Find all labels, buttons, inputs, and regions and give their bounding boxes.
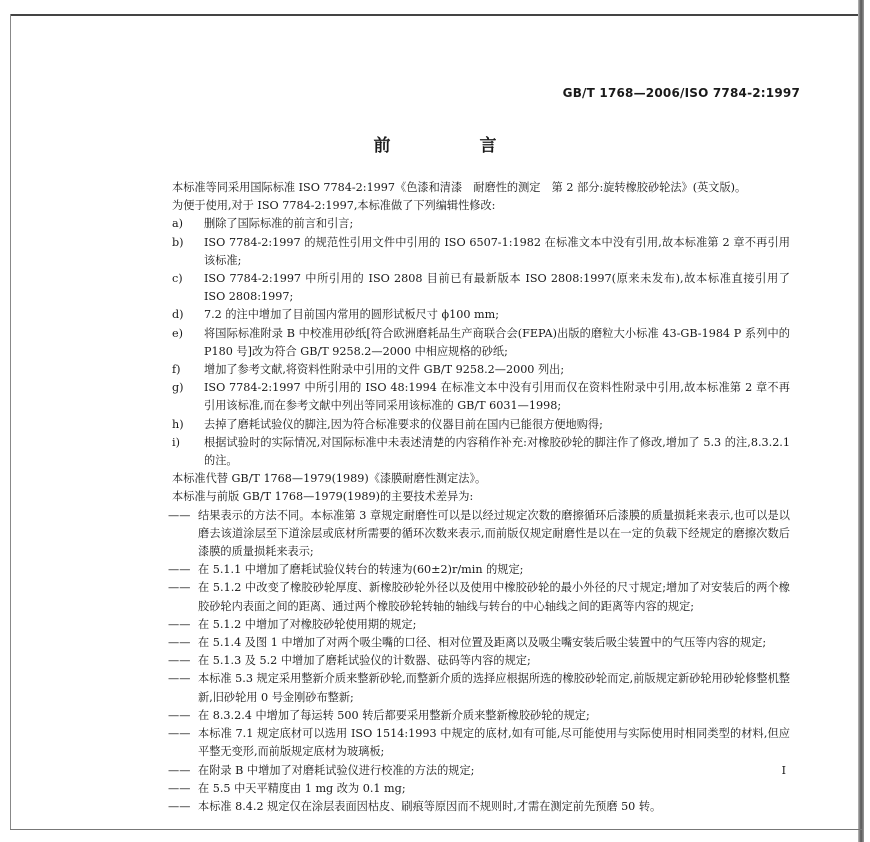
difference-text: 在 8.3.2.4 中增加了每运转 500 转后都要采用整新介质来整新橡胶砂轮的规定; (198, 708, 590, 722)
difference-item (168, 780, 790, 798)
difference-text: 在 5.1.3 及 5.2 中增加了磨耗试验仪的计数器、砝码等内容的规定; (198, 654, 531, 668)
page-frame-top (10, 14, 862, 16)
dash-marker: —— (168, 763, 191, 777)
list-item-label: g) (172, 381, 184, 395)
list-item (172, 361, 790, 379)
difference-text: 本标准 7.1 规定底材可以选用 ISO 1514:1993 中规定的底材,如有可能,尽可能使用与实际使用时相同类型的材料,但应平整无变形,而前版规定底材为玻璃板; (198, 727, 790, 759)
list-item-text: 增加了参考文献,将资料性附录中引用的文件 GB/T 9258.2—2000 列出; (204, 363, 565, 377)
list-item-label: b) (172, 235, 184, 249)
difference-item (168, 798, 790, 816)
list-item-text: ISO 7784-2:1997 的规范性引用文件中引用的 ISO 6507-1:1982 在标准文本中没有引用,故本标准第 2 章不再引用该标准; (204, 235, 790, 267)
difference-text: 在附录 B 中增加了对磨耗试验仪进行校准的方法的规定; (198, 763, 475, 777)
list-item-label: f) (172, 363, 181, 377)
difference-item (168, 507, 790, 562)
difference-text: 结果表示的方法不同。本标准第 3 章规定耐磨性可以是以经过规定次数的磨擦循环后漆膜的质量损耗来表示,也可以是以磨去该道涂层至下道涂层或底材所需要的循环次数来表示,而前版仅规定耐磨性是以在一定的负载下经规定的磨擦次数后漆膜的质量损耗来表示; (198, 508, 790, 559)
page-title: 前 言 (373, 136, 533, 156)
list-item-text: 7.2 的注中增加了目前国内常用的圆形试板尺寸 ϕ100 mm; (204, 308, 499, 322)
difference-item (168, 616, 790, 634)
page-number: I (781, 764, 786, 777)
list-item-label: h) (172, 417, 184, 431)
dash-marker: —— (168, 563, 191, 577)
difference-item (168, 652, 790, 670)
difference-item (168, 561, 790, 579)
difference-text: 在 5.1.1 中增加了磨耗试验仪转台的转速为(60±2)r/min 的规定; (198, 563, 524, 577)
list-item (172, 306, 790, 324)
list-item (172, 434, 790, 470)
list-item-text: 根据试验时的实际情况,对国际标准中未表述清楚的内容稍作补充:对橡胶砂轮的脚注作了修改,增加了 5.3 的注,8.3.2.1 的注。 (204, 435, 790, 468)
difference-text: 本标准 8.4.2 规定仅在涂层表面因枯皮、刷痕等原因而不规则时,才需在测定前先预磨 50 转。 (198, 799, 662, 813)
dash-marker: —— (168, 508, 191, 522)
difference-text: 在 5.1.4 及图 1 中增加了对两个吸尘嘴的口径、相对位置及距离以及吸尘嘴安装后吸尘装置中的气压等内容的规定; (198, 636, 767, 650)
list-item-text: ISO 7784-2:1997 中所引用的 ISO 2808 目前已有最新版本 ISO 2808:1997(原来未发布),故本标准直接引用了 ISO 2808:1997; (204, 272, 790, 304)
list-item-label: e) (172, 326, 183, 340)
dash-marker: —— (168, 672, 191, 686)
list-item (172, 325, 790, 361)
difference-item (168, 670, 790, 706)
difference-item (168, 725, 790, 761)
differences-intro: 本标准与前版 GB/T 1768—1979(1989)的主要技术差异为: (172, 490, 474, 504)
difference-item (168, 762, 790, 780)
dash-marker: —— (168, 581, 191, 595)
list-item-text: 将国际标准附录 B 中校准用砂纸[符合欧洲磨耗品生产商联合会(FEPA)出版的磨粒大小标准 43-GB-1984 P 系列中的 P180 号]改为符合 GB/T 9258.2—2000 中相应规格的砂纸; (204, 326, 790, 358)
dash-marker: —— (168, 708, 191, 722)
intro-paragraph: 本标准等同采用国际标准 ISO 7784-2:1997《色漆和清漆 耐磨性的测定 第 2 部分:旋转橡胶砂轮法》(英文版)。 (172, 181, 747, 194)
list-item (172, 270, 790, 306)
list-item (172, 234, 790, 270)
replacement-statement: 本标准代替 GB/T 1768—1979(1989)《漆膜耐磨性测定法》。 (172, 472, 487, 486)
dash-marker: —— (168, 636, 191, 650)
standard-code: GB/T 1768—2006/ISO 7784-2:1997 (562, 86, 800, 100)
list-item-text: 去掉了磨耗试验仪的脚注,因为符合标准要求的仪器目前在国内已能很方便地购得; (204, 417, 603, 431)
difference-text: 本标准 5.3 规定采用整新介质来整新砂轮,而整新介质的选择应根据所选的橡胶砂轮而定,前版规定新砂轮用砂轮修整机整新,旧砂轮用 0 号金刚砂布整新; (198, 672, 790, 704)
intro-paragraph: 为便于使用,对于 ISO 7784-2:1997,本标准做了下列编辑性修改: (172, 199, 496, 213)
list-item-text: ISO 7784-2:1997 中所引用的 ISO 48:1994 在标准文本中没有引用而仅在资料性附录中引用,故本标准第 2 章不再引用该标准,而在参考文献中列出等同采用该标准的 GB/T 6031—1998; (204, 381, 790, 413)
list-item-label: i) (172, 435, 180, 449)
difference-item (168, 707, 790, 725)
list-item-label: a) (172, 217, 184, 231)
page-frame-bottom (10, 829, 862, 830)
dash-marker: —— (168, 654, 191, 668)
list-item-text: 删除了国际标准的前言和引言; (204, 217, 354, 231)
document-body (168, 179, 790, 816)
difference-item (168, 634, 790, 652)
list-item (172, 379, 790, 415)
list-item-label: c) (172, 272, 183, 286)
page-frame-right (858, 0, 864, 842)
difference-item (168, 579, 790, 615)
dash-marker: —— (168, 617, 191, 631)
list-item (172, 215, 790, 233)
difference-text: 在 5.1.2 中改变了橡胶砂轮厚度、新橡胶砂轮外径以及使用中橡胶砂轮的最小外径的尺寸规定;增加了对安装后的两个橡胶砂轮内表面之间的距离、通过两个橡胶砂轮转轴的轴线与转台的中心轴线之间的距离等内容的规定; (198, 581, 790, 613)
difference-text: 在 5.5 中天平精度由 1 mg 改为 0.1 mg; (198, 781, 406, 795)
dash-marker: —— (168, 799, 191, 813)
dash-marker: —— (168, 727, 191, 741)
list-item (172, 416, 790, 434)
dash-marker: —— (168, 781, 191, 795)
difference-text: 在 5.1.2 中增加了对橡胶砂轮使用期的规定; (198, 617, 417, 631)
list-item-label: d) (172, 308, 184, 322)
